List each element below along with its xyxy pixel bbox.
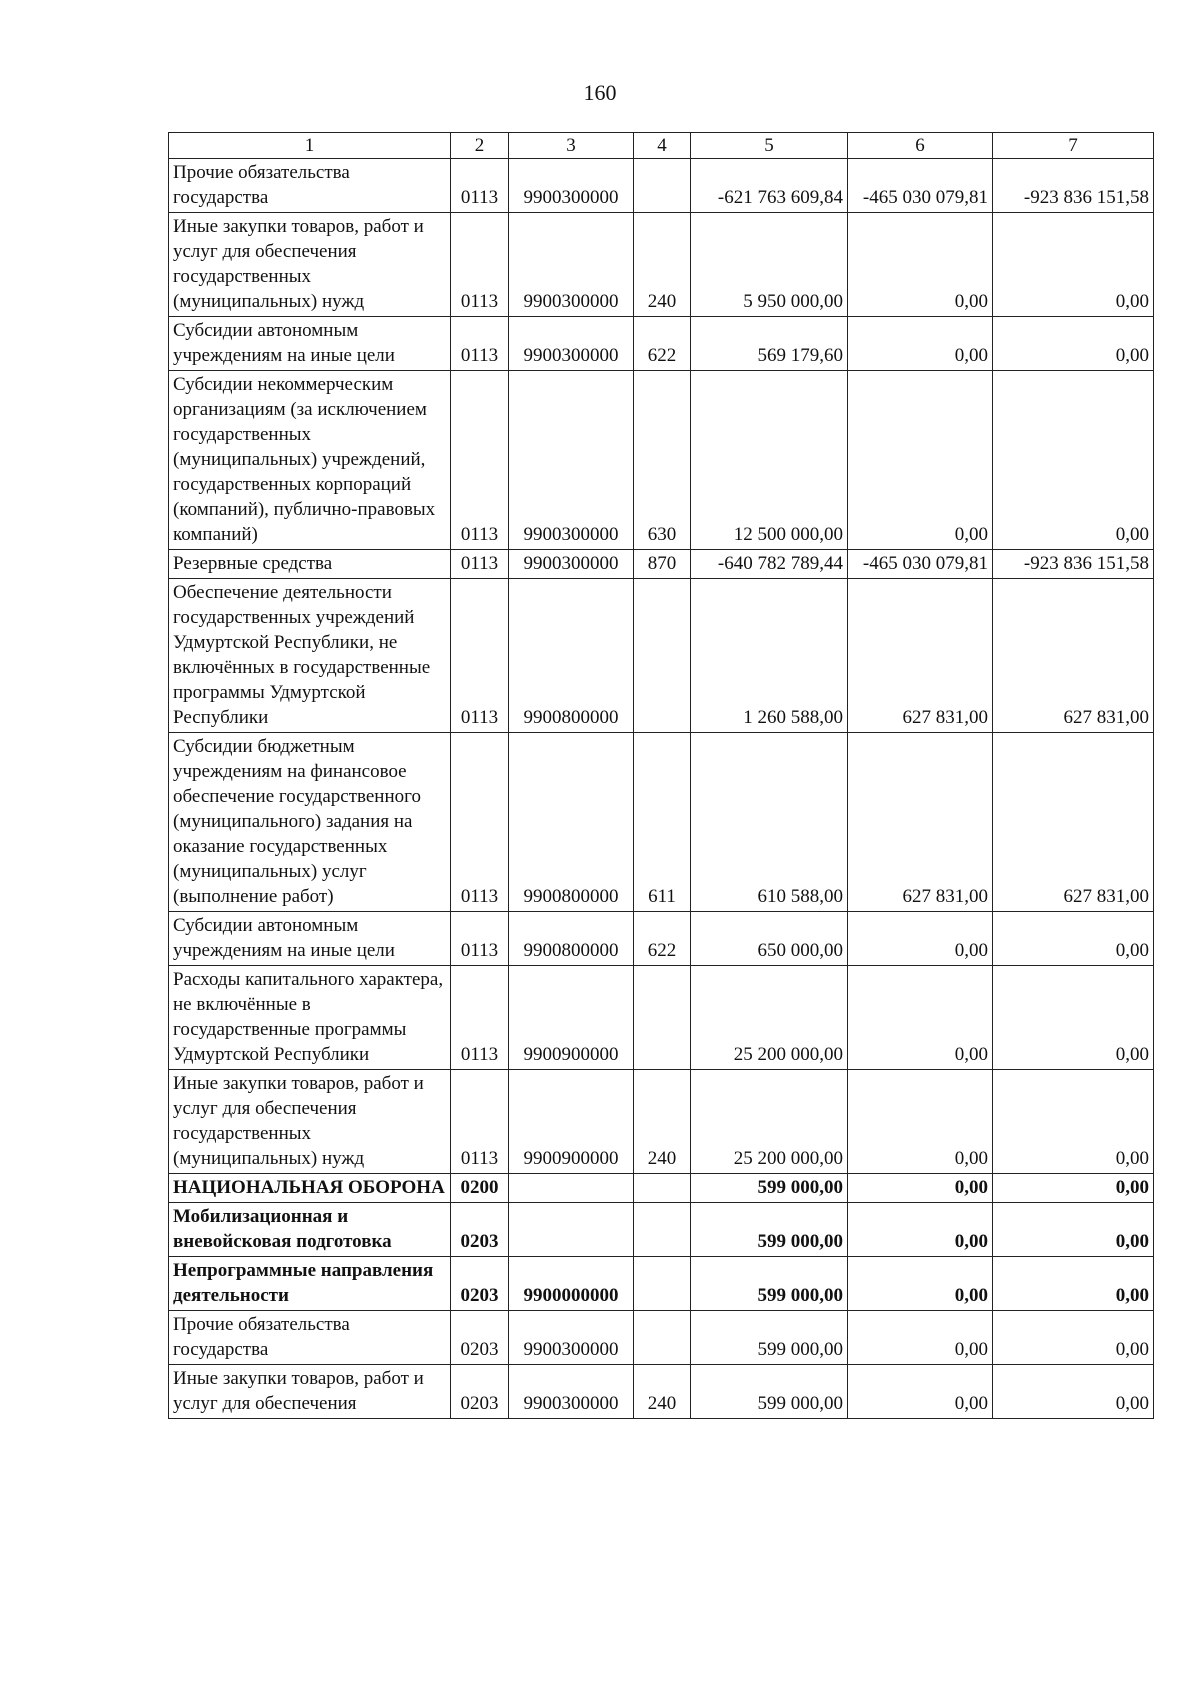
target-code-cell: 9900300000 (509, 317, 634, 371)
amount-col7-cell: 0,00 (993, 213, 1154, 317)
expense-type-cell (634, 1174, 691, 1203)
table-row (169, 733, 1154, 912)
table-row (169, 912, 1154, 966)
amount-col7-cell: 0,00 (993, 912, 1154, 966)
section-code-cell: 0113 (451, 550, 509, 579)
expense-type-cell: 240 (634, 213, 691, 317)
target-code-cell: 9900300000 (509, 1365, 634, 1419)
amount-col5-cell: 599 000,00 (691, 1311, 848, 1365)
amount-col6-cell: -465 030 079,81 (848, 550, 993, 579)
expense-type-cell: 622 (634, 912, 691, 966)
amount-col5-cell: 610 588,00 (691, 733, 848, 912)
amount-col6-cell: 0,00 (848, 966, 993, 1070)
amount-col5-cell: 599 000,00 (691, 1257, 848, 1311)
table-row (169, 1203, 1154, 1257)
target-code-cell: 9900800000 (509, 733, 634, 912)
expense-type-cell: 240 (634, 1070, 691, 1174)
expense-type-cell: 622 (634, 317, 691, 371)
amount-col5-cell: 599 000,00 (691, 1203, 848, 1257)
table-row (169, 579, 1154, 733)
amount-col6-cell: 0,00 (848, 1070, 993, 1174)
amount-col7-cell: 627 831,00 (993, 579, 1154, 733)
section-code-cell: 0203 (451, 1257, 509, 1311)
target-code-cell: 9900300000 (509, 159, 634, 213)
amount-col5-cell: 25 200 000,00 (691, 966, 848, 1070)
amount-col6-cell: 0,00 (848, 213, 993, 317)
amount-col5-cell: 569 179,60 (691, 317, 848, 371)
section-code-cell: 0113 (451, 912, 509, 966)
amount-col7-cell: 0,00 (993, 371, 1154, 550)
target-code-cell: 9900800000 (509, 912, 634, 966)
amount-col6-cell: 0,00 (848, 1203, 993, 1257)
amount-col5-cell: 599 000,00 (691, 1365, 848, 1419)
target-code-cell: 9900900000 (509, 966, 634, 1070)
amount-col7-cell: 0,00 (993, 1174, 1154, 1203)
budget-table (168, 132, 1154, 1419)
row-name-cell: Прочие обязательства государства (169, 1311, 451, 1365)
header-cell: 6 (848, 133, 993, 159)
amount-col5-cell: 5 950 000,00 (691, 213, 848, 317)
amount-col7-cell: 0,00 (993, 1203, 1154, 1257)
header-cell: 1 (169, 133, 451, 159)
target-code-cell: 9900000000 (509, 1257, 634, 1311)
section-code-cell: 0113 (451, 966, 509, 1070)
expense-type-cell: 630 (634, 371, 691, 550)
amount-col6-cell: 0,00 (848, 371, 993, 550)
table-row (169, 1070, 1154, 1174)
expense-type-cell (634, 579, 691, 733)
amount-col7-cell: 0,00 (993, 966, 1154, 1070)
target-code-cell: 9900300000 (509, 213, 634, 317)
amount-col7-cell: -923 836 151,58 (993, 159, 1154, 213)
amount-col5-cell: 25 200 000,00 (691, 1070, 848, 1174)
row-name-cell: Иные закупки товаров, работ и услуг для обеспечения государственных (муниципальных) нужд (169, 1070, 451, 1174)
amount-col6-cell: 0,00 (848, 1174, 993, 1203)
amount-col5-cell: -640 782 789,44 (691, 550, 848, 579)
section-code-cell: 0113 (451, 1070, 509, 1174)
table-row (169, 966, 1154, 1070)
expense-type-cell (634, 1203, 691, 1257)
row-name-cell: Прочие обязательства государства (169, 159, 451, 213)
table-row (169, 371, 1154, 550)
header-cell: 3 (509, 133, 634, 159)
target-code-cell: 9900300000 (509, 1311, 634, 1365)
section-code-cell: 0113 (451, 317, 509, 371)
amount-col6-cell: -465 030 079,81 (848, 159, 993, 213)
row-name-cell: Непрограммные направления деятельности (169, 1257, 451, 1311)
row-name-cell: НАЦИОНАЛЬНАЯ ОБОРОНА (169, 1174, 451, 1203)
target-code-cell: 9900800000 (509, 579, 634, 733)
target-code-cell (509, 1174, 634, 1203)
expense-type-cell (634, 966, 691, 1070)
page-number: 160 (583, 80, 617, 105)
amount-col6-cell: 0,00 (848, 1257, 993, 1311)
section-code-cell: 0113 (451, 213, 509, 317)
amount-col6-cell: 0,00 (848, 1311, 993, 1365)
section-code-cell: 0113 (451, 371, 509, 550)
amount-col7-cell: 0,00 (993, 317, 1154, 371)
row-name-cell: Резервные средства (169, 550, 451, 579)
section-code-cell: 0203 (451, 1203, 509, 1257)
header-cell: 7 (993, 133, 1154, 159)
expense-type-cell (634, 1311, 691, 1365)
amount-col7-cell: -923 836 151,58 (993, 550, 1154, 579)
expense-type-cell (634, 1257, 691, 1311)
amount-col6-cell: 627 831,00 (848, 733, 993, 912)
expense-type-cell: 240 (634, 1365, 691, 1419)
amount-col7-cell: 0,00 (993, 1365, 1154, 1419)
table-row (169, 1311, 1154, 1365)
table-row (169, 213, 1154, 317)
row-name-cell: Субсидии бюджетным учреждениям на финансовое обеспечение государственного (муниципального) задания на оказание государственных (муниципальных) услуг (выполнение работ) (169, 733, 451, 912)
expense-type-cell: 611 (634, 733, 691, 912)
header-cell: 4 (634, 133, 691, 159)
row-name-cell: Иные закупки товаров, работ и услуг для обеспечения государственных (муниципальных) нужд (169, 213, 451, 317)
section-code-cell: 0113 (451, 733, 509, 912)
section-code-cell: 0200 (451, 1174, 509, 1203)
row-name-cell: Субсидии автономным учреждениям на иные цели (169, 317, 451, 371)
amount-col6-cell: 0,00 (848, 912, 993, 966)
row-name-cell: Субсидии некоммерческим организациям (за исключением государственных (муниципальных) учреждений, государственных корпораций (компаний), публично-правовых компаний) (169, 371, 451, 550)
section-code-cell: 0113 (451, 579, 509, 733)
table-row (169, 1174, 1154, 1203)
amount-col7-cell: 627 831,00 (993, 733, 1154, 912)
table-row (169, 159, 1154, 213)
target-code-cell: 9900300000 (509, 371, 634, 550)
amount-col5-cell: 650 000,00 (691, 912, 848, 966)
target-code-cell: 9900300000 (509, 550, 634, 579)
section-code-cell: 0203 (451, 1311, 509, 1365)
table-row (169, 1257, 1154, 1311)
section-code-cell: 0113 (451, 159, 509, 213)
amount-col6-cell: 0,00 (848, 317, 993, 371)
table-row (169, 1365, 1154, 1419)
target-code-cell (509, 1203, 634, 1257)
row-name-cell: Расходы капитального характера, не включённые в государственные программы Удмуртской Республики (169, 966, 451, 1070)
amount-col5-cell: 12 500 000,00 (691, 371, 848, 550)
row-name-cell: Мобилизационная и вневойсковая подготовка (169, 1203, 451, 1257)
table-row (169, 550, 1154, 579)
target-code-cell: 9900900000 (509, 1070, 634, 1174)
table-header-row (169, 133, 1154, 159)
amount-col5-cell: 1 260 588,00 (691, 579, 848, 733)
expense-type-cell: 870 (634, 550, 691, 579)
row-name-cell: Субсидии автономным учреждениям на иные цели (169, 912, 451, 966)
amount-col6-cell: 0,00 (848, 1365, 993, 1419)
row-name-cell: Иные закупки товаров, работ и услуг для обеспечения (169, 1365, 451, 1419)
amount-col5-cell: 599 000,00 (691, 1174, 848, 1203)
amount-col7-cell: 0,00 (993, 1070, 1154, 1174)
table-body (169, 133, 1154, 1419)
amount-col5-cell: -621 763 609,84 (691, 159, 848, 213)
amount-col6-cell: 627 831,00 (848, 579, 993, 733)
section-code-cell: 0203 (451, 1365, 509, 1419)
row-name-cell: Обеспечение деятельности государственных учреждений Удмуртской Республики, не включённых в государственные программы Удмуртской Республики (169, 579, 451, 733)
expense-type-cell (634, 159, 691, 213)
amount-col7-cell: 0,00 (993, 1311, 1154, 1365)
amount-col7-cell: 0,00 (993, 1257, 1154, 1311)
header-cell: 5 (691, 133, 848, 159)
header-cell: 2 (451, 133, 509, 159)
table-row (169, 317, 1154, 371)
